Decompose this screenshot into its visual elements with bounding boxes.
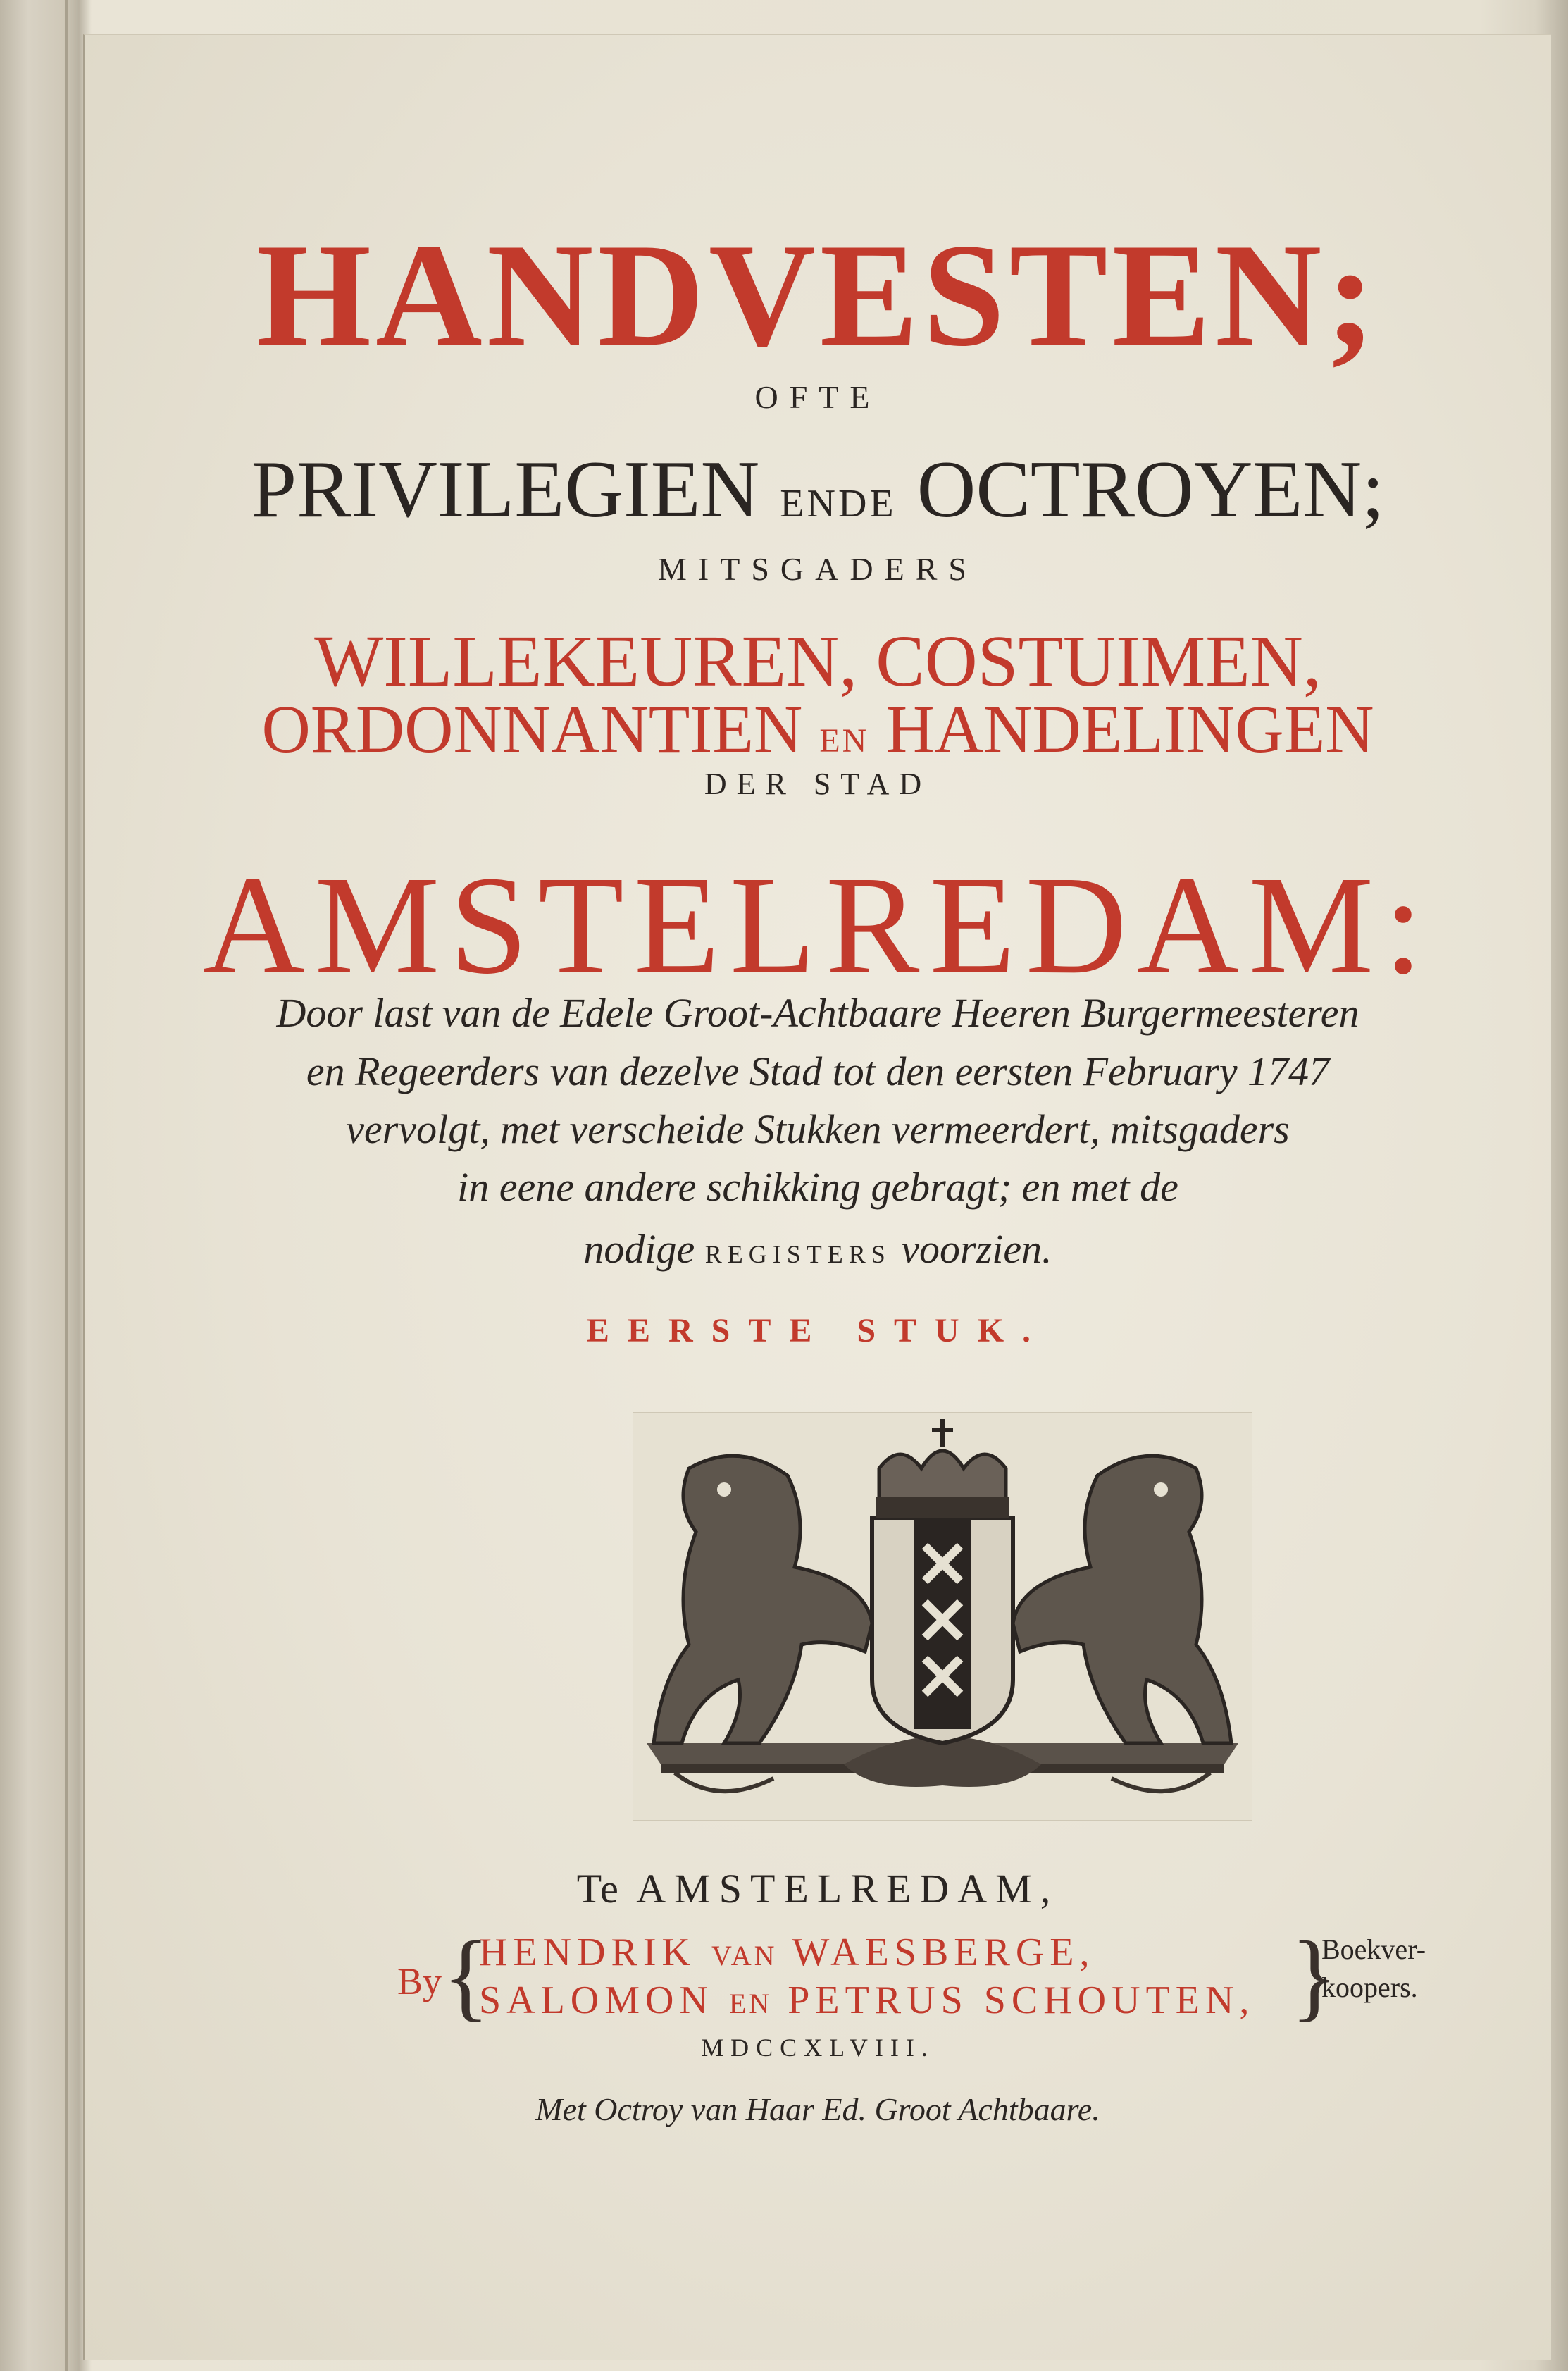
imprint-te: Te	[576, 1866, 620, 1912]
imprint-year: MDCCXLVIII.	[701, 2033, 935, 2062]
spine-edge	[65, 0, 68, 2371]
description-line-5-c: voorzien.	[901, 1226, 1052, 1272]
amsterdam-coat-of-arms-icon	[633, 1412, 1252, 1821]
description-line-5	[85, 1225, 1551, 1273]
title-page	[83, 34, 1551, 2360]
publisher-1-van: VAN	[711, 1940, 778, 1971]
title-der-stad: DER STAD	[704, 767, 932, 801]
title-willekeuren: WILLEKEUREN, COSTUIMEN,	[314, 621, 1321, 702]
publisher-1-b: WAESBERGE,	[792, 1931, 1095, 1974]
publisher-line-2	[479, 1978, 1255, 2023]
title-privilegien-a: PRIVILEGIEN	[251, 445, 760, 535]
title-ordonnantien-a: ORDONNANTIEN	[261, 691, 803, 767]
right-brace: }	[1290, 1921, 1338, 2031]
title-city: AMSTELREDAM:	[203, 848, 1433, 1003]
publisher-2-b: PETRUS SCHOUTEN,	[788, 1979, 1255, 2022]
imprint-privilege: Met Octroy van Haar Ed. Groot Achtbaare.	[535, 2091, 1100, 2127]
title-privilegien	[85, 443, 1551, 537]
edition-label: EERSTE STUK.	[586, 1312, 1050, 1349]
imprint-by: By	[397, 1960, 442, 2002]
title-ordonnantien	[85, 690, 1551, 768]
trade-line-2: koopers.	[1321, 1971, 1418, 2003]
publisher-2-en: EN	[728, 1988, 773, 2019]
publisher-2-a: SALOMON	[479, 1979, 714, 2022]
description-line-3: vervolgt, met verscheide Stukken vermeerdert, mitsgaders	[346, 1106, 1290, 1152]
description-line-1: Door last van de Edele Groot-Achtbaare Heeren Burgermeesteren	[276, 990, 1359, 1036]
title-ordonnantien-en: EN	[819, 722, 869, 760]
description-line-2: en Regeerders van dezelve Stad tot den eersten February 1747	[306, 1048, 1330, 1094]
publisher-block	[85, 1921, 1551, 2036]
description-registers: REGISTERS	[704, 1240, 891, 1268]
description-line-5-a: nodige	[583, 1226, 695, 1272]
imprint-place-line	[85, 1865, 1551, 1912]
description-line-4: in eene andere schikking gebragt; en met de	[457, 1164, 1178, 1210]
title-privilegien-ende: ENDE	[780, 482, 897, 526]
title-mitsgaders: MITSGADERS	[658, 551, 978, 587]
publisher-line-1	[479, 1930, 1095, 1975]
title-ofte: OFTE	[754, 379, 881, 415]
trade-line-1: Boekver-	[1321, 1933, 1426, 1965]
publisher-1-a: HENDRIK	[479, 1931, 696, 1974]
left-brace: {	[442, 1921, 490, 2031]
title-privilegien-b: OCTROYEN;	[916, 445, 1385, 535]
imprint-place: AMSTELREDAM,	[636, 1866, 1059, 1912]
title-ordonnantien-b: HANDELINGEN	[885, 691, 1374, 767]
main-title: HANDVESTEN;	[256, 213, 1380, 377]
